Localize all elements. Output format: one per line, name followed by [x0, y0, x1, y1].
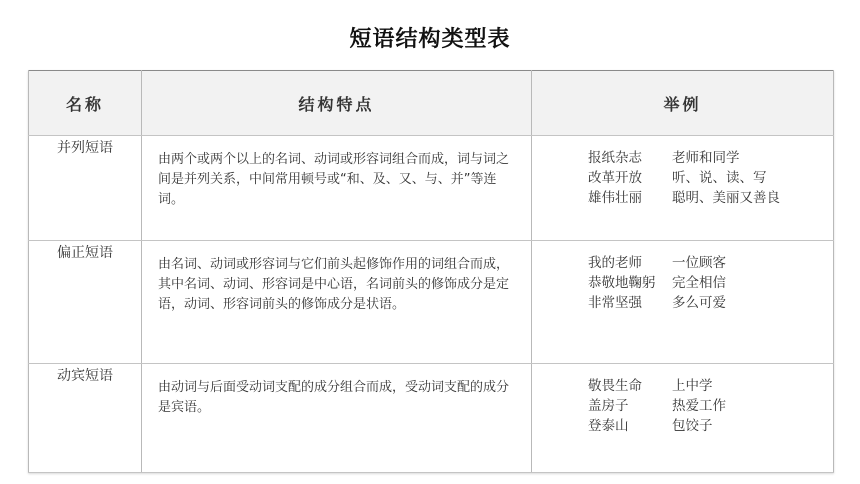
row-name: 并列短语 — [29, 136, 142, 241]
example-line — [588, 293, 823, 313]
example-item: 上中学 — [672, 378, 713, 394]
example-line — [588, 148, 823, 168]
phrase-structure-table-container — [28, 70, 834, 473]
example-item: 盖房子 — [588, 398, 629, 414]
example-item: 完全相信 — [672, 275, 726, 291]
row-name: 动宾短语 — [29, 364, 142, 473]
row-feature: 由两个或两个以上的名词、动词或形容词组合而成，词与词之间是并列关系，中间常用顿号或“和、及、又、与、并”等连词。 — [142, 136, 532, 241]
example-item: 热爱工作 — [672, 398, 726, 414]
table-row — [29, 136, 834, 241]
example-item: 聪明、美丽又善良 — [672, 190, 780, 206]
example-line — [588, 416, 823, 436]
row-examples — [532, 364, 834, 473]
row-examples — [532, 241, 834, 364]
example-item: 改革开放 — [588, 170, 642, 186]
example-item: 我的老师 — [588, 255, 642, 271]
row-feature: 由动词与后面受动词支配的成分组合而成，受动词支配的成分是宾语。 — [142, 364, 532, 473]
example-line — [588, 376, 823, 396]
example-item: 听、说、读、写 — [672, 170, 767, 186]
example-line — [588, 273, 823, 293]
example-line — [588, 396, 823, 416]
phrase-structure-table — [28, 70, 834, 473]
example-item: 登泰山 — [588, 418, 629, 434]
table-header-row — [29, 71, 834, 136]
table-row — [29, 241, 834, 364]
header-feature: 结构特点 — [142, 71, 532, 136]
example-item: 一位顾客 — [672, 255, 726, 271]
example-line — [588, 188, 823, 208]
example-item: 恭敬地鞠躬 — [588, 275, 656, 291]
row-name: 偏正短语 — [29, 241, 142, 364]
example-item: 多么可爱 — [672, 295, 726, 311]
example-item: 包饺子 — [672, 418, 713, 434]
header-examples: 举例 — [532, 71, 834, 136]
row-examples — [532, 136, 834, 241]
table-row — [29, 364, 834, 473]
example-item: 报纸杂志 — [588, 150, 642, 166]
row-feature: 由名词、动词或形容词与它们前头起修饰作用的词组合而成，其中名词、动词、形容词是中心语，名词前头的修饰成分是定语，动词、形容词前头的修饰成分是状语。 — [142, 241, 532, 364]
page-title: 短语结构类型表 — [349, 27, 511, 52]
example-item: 敬畏生命 — [588, 378, 642, 394]
example-line — [588, 168, 823, 188]
example-line — [588, 253, 823, 273]
header-name: 名称 — [29, 71, 142, 136]
example-item: 雄伟壮丽 — [588, 190, 642, 206]
example-item: 老师和同学 — [672, 150, 740, 166]
example-item: 非常坚强 — [588, 295, 642, 311]
